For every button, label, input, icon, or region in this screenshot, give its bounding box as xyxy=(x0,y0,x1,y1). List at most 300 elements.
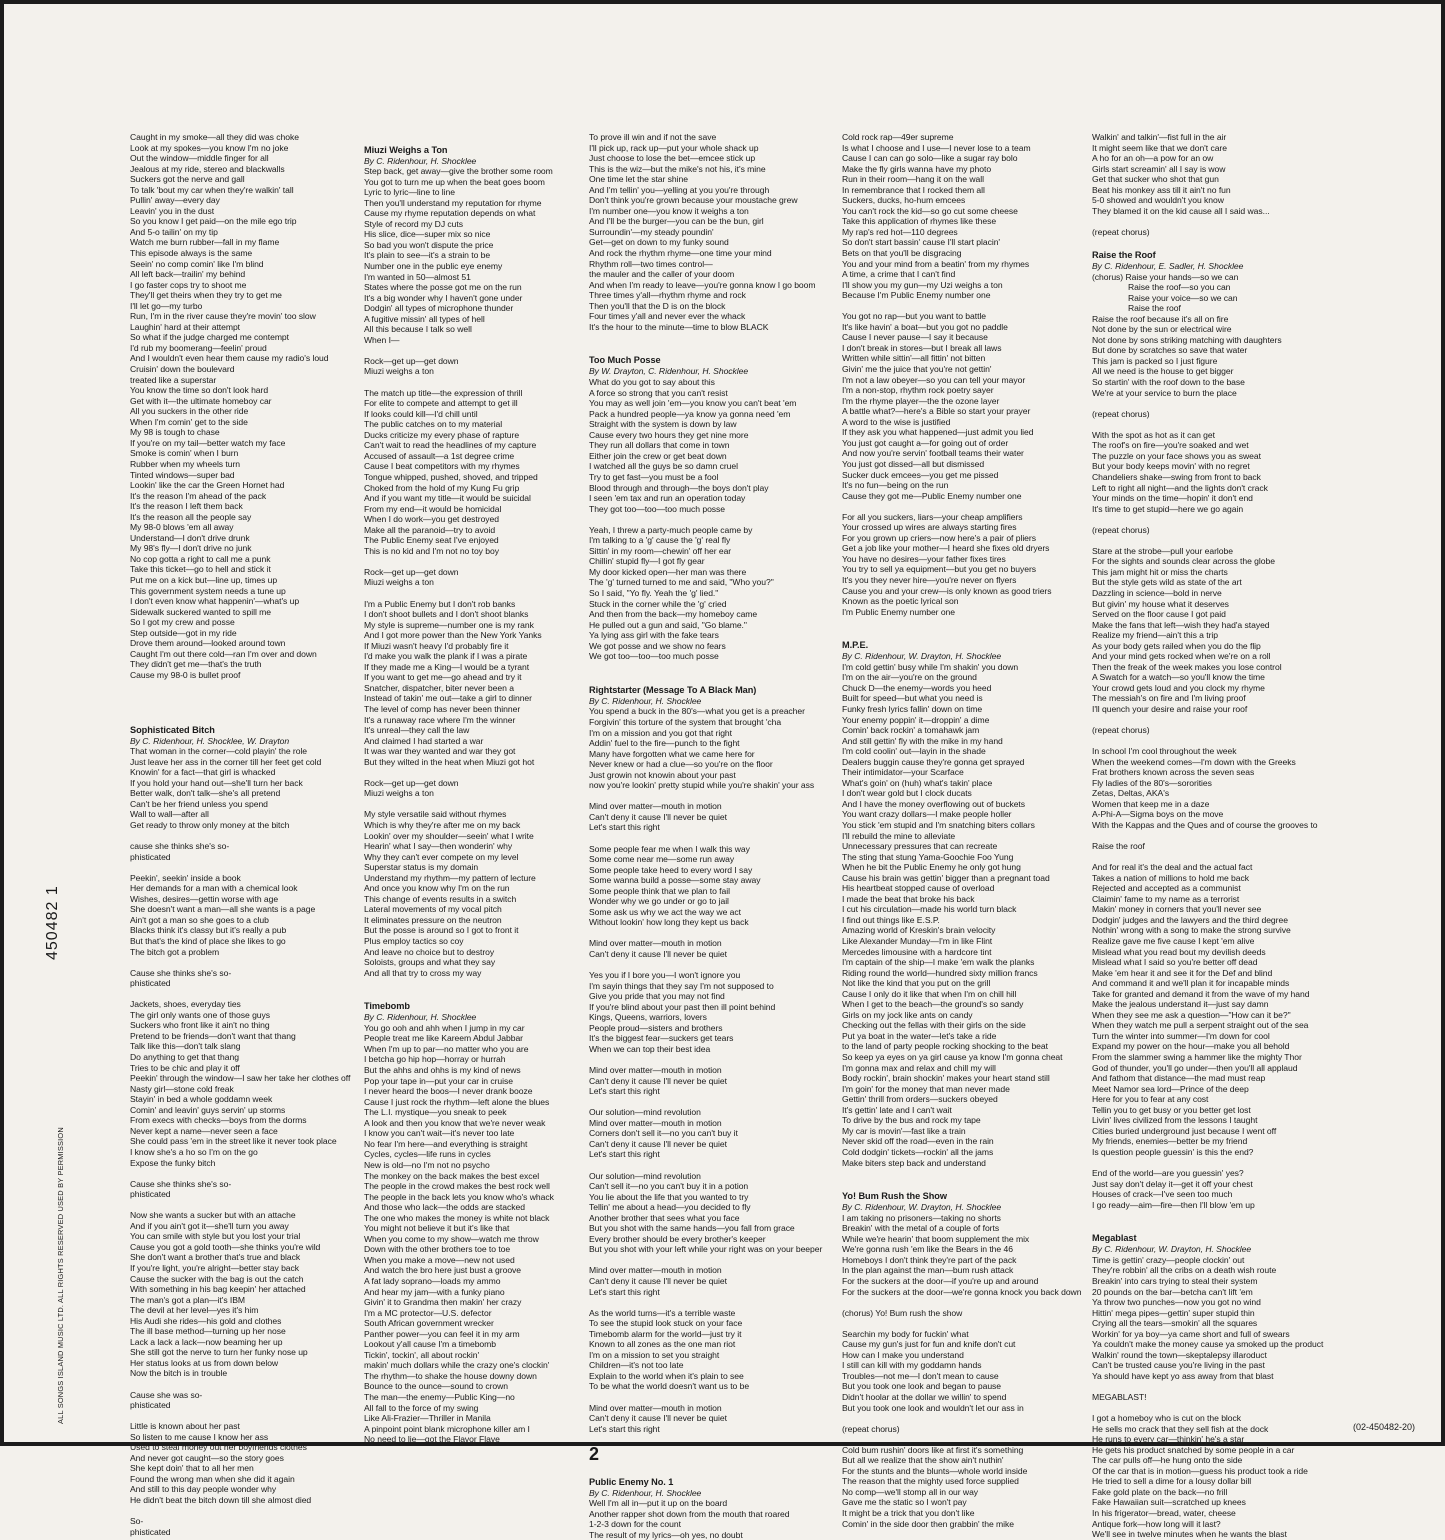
song-credit: By C. Ridenhour, H. Shocklee, W. Drayton xyxy=(130,735,290,746)
song-credit: By C. Ridenhour, H. Shocklee xyxy=(589,1487,702,1498)
lyric-line: Cause I never pause—I say it because xyxy=(842,332,988,343)
lyric-line: Make the jealous understand it—just say damn xyxy=(1092,999,1269,1010)
lyric-line: I'm captain of the ship—I make 'em walk the planks xyxy=(842,957,1035,968)
spacer xyxy=(130,862,378,873)
song-credit: By C. Ridenhour, H. Shocklee xyxy=(364,155,477,166)
lyric-line: You spend a buck in the 80's—what you get is a preacher xyxy=(589,706,805,717)
spacer xyxy=(130,1200,378,1211)
spacer xyxy=(589,1297,837,1308)
lyric-line: No need to lie—got the Flavor Flave xyxy=(364,1434,500,1445)
lyric-line: A word to the wise is justified xyxy=(842,416,951,427)
lyric-line: Of the car that is in motion—guess his product took a ride xyxy=(1092,1465,1308,1476)
lyric-line: From my end—it would be homicidal xyxy=(364,503,502,514)
lyric-line: When I— xyxy=(364,334,400,345)
spacer xyxy=(842,1297,1090,1308)
lyric-line: And command it and we'll plan it for incapable minds xyxy=(1092,978,1290,989)
lyric-line: Kings, Queens, warriors, lovers xyxy=(589,1012,707,1023)
lyric-line: Expose the funky bitch xyxy=(130,1157,216,1168)
lyric-line: Mind over matter—mouth in motion xyxy=(589,938,722,949)
lyric-line: Blacks think it's classy but it's really a pub xyxy=(130,925,287,936)
spacer xyxy=(130,680,378,691)
lyric-line: Cause the sucker with the bag is out the catch xyxy=(130,1273,304,1284)
lyric-line: A Swatch for a watch—so you'll know the time xyxy=(1092,672,1265,683)
spacer xyxy=(842,301,1090,312)
lyric-line: You lie about the life that you wanted to try xyxy=(589,1191,749,1202)
lyric-line: The puzzle on your face shows you as sweat xyxy=(1092,450,1261,461)
lyric-line: We got posse and we show no fears xyxy=(589,640,726,651)
lyric-line: If they ask you what happened—just admit you lied xyxy=(842,427,1034,438)
lyric-line: Some people think that we plan to fail xyxy=(589,885,730,896)
lyric-line: I'm not a law obeyer—so you can tell your mayor xyxy=(842,374,1026,385)
lyric-line: I'm cold gettin' busy while I'm shakin' you down xyxy=(842,661,1019,672)
lyric-line: So keep ya eyes on ya girl cause ya know I'm gonna cheat xyxy=(842,1052,1063,1063)
lyric-line: The man—the enemy—Public King—no xyxy=(364,1391,515,1402)
spacer xyxy=(130,1168,378,1179)
lyric-line: When he bit the Public Enemy he only got hung xyxy=(842,862,1021,873)
lyric-line: Accused of assault—a 1st degree crime xyxy=(364,450,515,461)
lyric-line: But the style gets wild as state of the art xyxy=(1092,577,1242,588)
lyric-line: Better walk, don't talk—she's all pretend xyxy=(130,788,281,799)
lyric-line: To be what the world doesn't want us to be xyxy=(589,1381,750,1392)
lyric-line: Pretend to be friends—don't want that thang xyxy=(130,1030,296,1041)
spacer xyxy=(1092,216,1340,227)
lyric-line: I'm wanted in 50—almost 51 xyxy=(364,271,471,282)
lyric-line: All we need is the house to get bigger xyxy=(1092,366,1234,377)
lyric-line: South African government wrecker xyxy=(364,1318,494,1329)
lyric-line: Jackets, shoes, everyday ties xyxy=(130,999,241,1010)
song-title: Rightstarter (Message To A Black Man) xyxy=(589,684,757,695)
lyric-line: And for real it's the deal and the actual fact xyxy=(1092,862,1253,873)
spacer xyxy=(364,588,612,599)
lyric-line: Children—it's not too late xyxy=(589,1360,684,1371)
spacer xyxy=(364,345,612,356)
lyric-line: It's the hour to the minute—time to blow BLACK xyxy=(589,321,769,332)
lyric-line: Put me on a kick but—line up, times up xyxy=(130,574,278,585)
lyric-line: makin' much dollars while the crazy one's clockin' xyxy=(364,1360,550,1371)
lyric-line: And now you're servin' football teams their water xyxy=(842,448,1024,459)
lyric-line: For the suckers at the door—if you're up and around xyxy=(842,1275,1039,1286)
lyric-line: I'm a Public Enemy but I don't rob banks xyxy=(364,598,516,609)
lyric-line: phisticated xyxy=(130,1526,171,1537)
spacer xyxy=(1092,736,1340,747)
lyric-line: Lookin' like the car the Green Hornet had xyxy=(130,480,285,491)
lyric-line: I know you can't wait—it's never too late xyxy=(364,1128,515,1139)
lyric-line: Their intimidator—your Scarface xyxy=(842,767,964,778)
lyric-line: Tickin', tockin', all about rockin' xyxy=(364,1349,480,1360)
lyric-line: They're robbin' all the cribs on a death wish route xyxy=(1092,1265,1277,1276)
spacer xyxy=(589,343,837,354)
lyric-line: My style versatile said without rhymes xyxy=(364,809,507,820)
song-title: Too Much Posse xyxy=(589,355,661,366)
lyric-line: I go ready—aim—fire—then I'll blow 'em up xyxy=(1092,1199,1255,1210)
lyric-line: It's like havin' a boat—but you got no paddle xyxy=(842,321,1008,332)
lyric-line: Our solution—mind revolution xyxy=(589,1170,701,1181)
lyric-line: Now she wants a sucker but with an attache xyxy=(130,1210,296,1221)
lyric-line: Get that sucker who shot that gun xyxy=(1092,174,1219,185)
lyric-line: Try to get fast—you must be a fool xyxy=(589,471,719,482)
lyric-line: If looks could kill—I'd chill until xyxy=(364,408,478,419)
lyric-line: When they see me ask a question—"How can it be?" xyxy=(1092,1009,1291,1020)
lyric-line: One time let the star shine xyxy=(589,174,688,185)
lyric-line: Miuzi weighs a ton xyxy=(364,788,434,799)
lyric-line: Stayin' in bed a whole goddamn week xyxy=(130,1094,273,1105)
lyric-line: Make the fly girls wanna have my photo xyxy=(842,163,992,174)
lyric-line: (repeat chorus) xyxy=(842,1423,900,1434)
lyric-line: The bitch got a problem xyxy=(130,946,220,957)
lyric-line: And still gettin' fly with the mike in my hand xyxy=(842,735,1003,746)
lyric-line: Time is gettin' crazy—people clockin' out xyxy=(1092,1254,1245,1265)
lyric-line: Jealous at my ride, stereo and blackwalls xyxy=(130,163,285,174)
lyric-line: I betcha go hip hop—horray or hurrah xyxy=(364,1054,506,1065)
lyric-line: This change of events results in a switch xyxy=(364,893,517,904)
lyric-line: Breakin' with the metal of a couple of forts xyxy=(842,1223,1000,1234)
lyric-line: Forgivin' this torture of the system that brought 'cha xyxy=(589,716,782,727)
lyric-line: Yeah, I threw a party-much people came by xyxy=(589,524,753,535)
lyric-line: (repeat chorus) xyxy=(1092,408,1150,419)
lyric-line: But you took one look and began to pause xyxy=(842,1381,1002,1392)
lyric-line: And never got caught—so the story goes xyxy=(130,1452,284,1463)
lyric-line: Make the fans that left—wish they had'a stayed xyxy=(1092,619,1270,630)
lyric-line: Served on the floor cause I got paid xyxy=(1092,609,1226,620)
lyric-line: You and your mind from a beatin' from my rhymes xyxy=(842,258,1030,269)
lyric-line: This is no kid and I'm not no toy boy xyxy=(364,545,499,556)
song-title: M.P.E. xyxy=(842,640,869,651)
spacer xyxy=(364,377,612,388)
lyric-line: I cut his circulation—made his world turn black xyxy=(842,904,1017,915)
lyric-line: And when I'm ready to leave—you're gonna know I go boom xyxy=(589,279,816,290)
lyric-line: Mercedes limousine with a hardcore tint xyxy=(842,946,992,957)
lyric-line: If you want to get me—go ahead and try it xyxy=(364,672,522,683)
spacer xyxy=(589,1434,837,1445)
lyric-line: I'll pick up, rack up—put your whole shack up xyxy=(589,142,759,153)
lyric-line: The roof's on fire—you're soaked and wet xyxy=(1092,440,1249,451)
lyric-line: Cause you and your crew—is only known as good triers xyxy=(842,585,1052,596)
song-credit: By C. Ridenhour, H. Shocklee xyxy=(589,695,702,706)
lyric-line: To prove ill win and if not the save xyxy=(589,132,717,142)
lyric-line: Homeboys I don't think they're part of the pack xyxy=(842,1254,1017,1265)
lyric-line: They run all dollars that come in town xyxy=(589,440,730,451)
lyric-line: Ya lying ass girl with the fake tears xyxy=(589,630,719,641)
lyric-line: Pullin' away—every day xyxy=(130,195,220,206)
lyric-line: Your crowd gets loud and you clock my rhyme xyxy=(1092,682,1265,693)
lyric-line: Your minds on the time—hopin' it don't end xyxy=(1092,493,1253,504)
lyric-line: And fathom that distance—the mad must reap xyxy=(1092,1073,1266,1084)
lyric-line: When the weekend comes—I'm down with the Greeks xyxy=(1092,756,1296,767)
lyric-line: He tried to sell a dime for a lousy dollar bill xyxy=(1092,1476,1252,1487)
lyric-line: Meet Namor sea lord—Prince of the deep xyxy=(1092,1083,1249,1094)
lyric-line: Expand my power on the hour—make you all behold xyxy=(1092,1041,1290,1052)
lyric-line: So I got my crew and posse xyxy=(130,617,235,628)
lyric-line: Our solution—mind revolution xyxy=(589,1107,701,1118)
lyric-line: She don't want a brother that's true and black xyxy=(130,1252,301,1263)
lyric-line: Because I'm Public Enemy number one xyxy=(842,290,991,301)
lyric-line: Cause you got a gold tooth—she thinks you're wild xyxy=(130,1241,321,1252)
lyric-line: Mislead what you read bout my devilish deeds xyxy=(1092,946,1266,957)
lyric-line: We're at your service to burn the place xyxy=(1092,387,1237,398)
lyric-line: 20 pounds on the bar—betcha can't lift 'em xyxy=(1092,1286,1253,1297)
lyric-line: Givin' it to Grandma then makin' her crazy xyxy=(364,1297,522,1308)
lyric-line: I still can kill with my goddamn hands xyxy=(842,1360,982,1371)
side-catalog-code: 450482 1 xyxy=(44,885,61,960)
lyric-line: For the stunts and the blunts—whole world inside xyxy=(842,1465,1028,1476)
lyric-line: Get a job like your mother—I heard she fixes old dryers xyxy=(842,543,1050,554)
lyric-line: But done by scratches so save that water xyxy=(1092,345,1248,356)
lyric-line: You stick 'em stupid and I'm snatching biters collars xyxy=(842,820,1035,830)
spacer xyxy=(842,1434,1090,1445)
lyric-line: Can't deny it cause I'll never be quiet xyxy=(589,1075,727,1086)
lyric-line: So bad you won't dispute the price xyxy=(364,239,494,250)
lyric-line: Nothin' wrong with a song to make the strong survive xyxy=(1092,925,1291,936)
lyric-line: Found the wrong man when she did it again xyxy=(130,1473,295,1484)
lyric-line: Wonder why we go under or go to jail xyxy=(589,896,729,907)
lyric-line: Bounce to the ounce—sound to crown xyxy=(364,1381,509,1392)
lyric-line: The rhythm—to shake the house downy down xyxy=(364,1370,537,1381)
lyric-line: He gets his product snatched by some people in a car xyxy=(1092,1444,1295,1455)
lyric-line: Blood through and through—the boys don't play xyxy=(589,482,769,493)
lyric-line: Let's start this right xyxy=(589,1149,660,1160)
lyric-line: Some come near me—some run away xyxy=(589,854,735,865)
lyric-line: You got no rap—but you want to battle xyxy=(842,311,987,322)
spacer xyxy=(364,767,612,778)
lyric-line: I go faster cops try to shoot me xyxy=(130,279,247,290)
lyric-line: Raise the roof—so you can xyxy=(1128,282,1231,293)
lyric-line: I know she's a ho so I'm on the go xyxy=(130,1146,258,1157)
lyric-line: So you know I get paid—on the mile ego trip xyxy=(130,216,297,227)
lyric-line: Get with it—the ultimate homeboy car xyxy=(130,395,272,406)
lyric-line: But your body keeps movin' with no regret xyxy=(1092,461,1250,472)
lyric-line: So startin' with the roof down to the base xyxy=(1092,377,1245,388)
lyric-line: Zetas, Deltas, AKA's xyxy=(1092,788,1170,799)
lyric-line: If you're on my tail—better watch my face xyxy=(130,437,286,448)
lyric-line: the mauler and the caller of your doom xyxy=(589,269,735,280)
lyric-line: I don't shoot bullets and I don't shoot blanks xyxy=(364,609,529,620)
lyric-line: Wall to wall—after all xyxy=(130,809,209,820)
lyric-line: I'll show you my gun—my Uzi weighs a ton xyxy=(842,279,1003,290)
song-title: Sophisticated Bitch xyxy=(130,724,215,735)
lyric-line: Down with the other brothers toe to toe xyxy=(364,1244,511,1255)
lyric-line: Superstar status is my domain xyxy=(364,862,479,873)
lyric-line: Known as the poetic lyrical son xyxy=(842,596,959,607)
lyric-line: Miuzi weighs a ton xyxy=(364,366,434,377)
lyric-line: Cause my rhyme reputation depends on what xyxy=(364,208,536,219)
lyric-line: How can I make you understand xyxy=(842,1349,964,1360)
lyric-line: From execs with checks—boys from the dorms xyxy=(130,1115,307,1126)
lyric-line: Pop your tape in—put your car in cruise xyxy=(364,1075,513,1086)
lyric-line: The result of my lyrics—oh yes, no doubt xyxy=(589,1529,743,1540)
lyric-line: Funky fresh lyrics fallin' down on time xyxy=(842,703,983,714)
lyric-line: A battle what?—here's a Bible so start your prayer xyxy=(842,406,1031,417)
lyric-line: With the spot as hot as it can get xyxy=(1092,429,1215,440)
lyric-line: Get—get on down to my funky sound xyxy=(589,237,729,248)
lyric-line: I'd rub my boomerang—feelin' proud xyxy=(130,342,267,353)
lyric-line: Surroundin'—my steady poundin' xyxy=(589,226,714,237)
spacer xyxy=(130,831,378,842)
lyric-line: cause she thinks she's so- xyxy=(130,841,230,852)
lyric-line: And I wouldn't even hear them cause my radio's loud xyxy=(130,353,329,364)
lyric-line: The car pulls off—he hung onto the side xyxy=(1092,1455,1243,1466)
lyric-line: And then from the back—my homeboy came xyxy=(589,609,758,620)
song-credit: By C. Ridenhour, W. Drayton, H. Shocklee xyxy=(842,1202,1002,1213)
song-title: Yo! Bum Rush the Show xyxy=(842,1191,947,1202)
lyric-line: Cause I can can go solo—like a sugar ray bolo xyxy=(842,153,1018,164)
lyric-line: It's plain to see—it's a strain to be xyxy=(364,250,491,261)
lyric-line: So what if the judge charged me contempt xyxy=(130,332,289,343)
lyric-line: What do you got to say about this xyxy=(589,377,715,388)
lyric-line: His Audi she rides—his gold and clothes xyxy=(130,1315,282,1326)
lyric-line: You go ooh and ahh when I jump in my car xyxy=(364,1022,525,1033)
lyric-line: I don't wear gold but I clock ducats xyxy=(842,788,972,799)
lyric-line: Gave me the static so I won't pay xyxy=(842,1497,967,1508)
lyric-line: I'm talking to a 'g' cause the 'g' real fly xyxy=(589,535,731,546)
lyric-line: Let's start this right xyxy=(589,1423,660,1434)
lyric-line: It's a big wonder why I haven't gone under xyxy=(364,292,523,303)
lyric-line: Gettin' thrill from orders—suckers obeyed xyxy=(842,1094,998,1105)
lyric-line: It's unreal—they call the law xyxy=(364,725,470,736)
lyric-line: I made the beat that broke his back xyxy=(842,893,975,904)
lyric-line: Sittin' in my room—chewin' off her ear xyxy=(589,545,732,556)
lyric-line: Suckers, ducks, ho-hum emcees xyxy=(842,195,966,206)
side-number: 2 xyxy=(589,1443,599,1464)
lyric-line: Cause she was so- xyxy=(130,1389,203,1400)
lyric-line: (repeat chorus) xyxy=(1092,524,1150,535)
spacer xyxy=(1092,514,1340,525)
lyric-line: I'm on a mission to set you straight xyxy=(589,1349,720,1360)
lyric-line: Many have forgotten what we came here for xyxy=(589,748,755,759)
lyric-line: The match up title—the expression of thrill xyxy=(364,387,523,398)
lyric-line: The messiah's on fire and I'm living proof xyxy=(1092,693,1246,704)
spacer xyxy=(1092,1221,1340,1232)
lyric-line: Laughin' hard at their attempt xyxy=(130,321,241,332)
lyric-line: And still to this day people wonder why xyxy=(130,1484,277,1495)
lyric-line: Hittin' mega pipes—gettin' super stupid thin xyxy=(1092,1307,1255,1318)
lyric-line: And those who lack—the odds are stacked xyxy=(364,1202,525,1213)
lyric-line: Mislead what I said so you're better off dead xyxy=(1092,957,1258,968)
lyric-line: My 98 is tough to chase xyxy=(130,427,220,438)
lyric-line: Then you'll that the D is on the block xyxy=(589,300,726,311)
lyric-line: You can't rock the kid—so go cut some cheese xyxy=(842,205,1018,216)
lyric-line: Addin' fuel to the fire—punch to the fight xyxy=(589,738,740,749)
spacer xyxy=(589,960,837,971)
lyric-line: It's a runaway race where I'm the winner xyxy=(364,714,516,725)
lyric-line: Put ya boat in the water—let's take a ride xyxy=(842,1030,997,1041)
lyric-line: In his frigerator—bread, water, cheese xyxy=(1092,1508,1236,1518)
spacer xyxy=(1092,419,1340,430)
lyric-line: The girl only wants one of those guys xyxy=(130,1009,271,1020)
lyric-line: Can't wait to read the headlines of my capture xyxy=(364,440,537,451)
lyric-line: It eliminates pressure on the neutron xyxy=(364,914,502,925)
spacer xyxy=(130,1506,378,1517)
lyric-line: But you took one look and wouldn't let our ass in xyxy=(842,1402,1024,1413)
lyric-line: I'm gonna max and relax and chill my will xyxy=(842,1062,996,1073)
spacer xyxy=(589,514,837,525)
lyric-line: This government system needs a tune up xyxy=(130,585,286,596)
lyric-line: She still got the nerve to turn her funky nose up xyxy=(130,1347,308,1358)
lyric-line: Cause she thinks she's so- xyxy=(130,1178,232,1189)
lyric-line: Known to all zones as the one man riot xyxy=(589,1339,736,1350)
song-credit: By C. Ridenhour, H. Shocklee xyxy=(364,1012,477,1023)
lyric-line: And if you ain't got it—she'll turn you away xyxy=(130,1220,289,1231)
lyric-line: To drive by the bus and rock my tape xyxy=(842,1115,981,1126)
lyric-line: Plus employ tactics so coy xyxy=(364,936,464,947)
spacer xyxy=(589,672,837,683)
lyric-line: Ducks criticize my every phase of rapture xyxy=(364,429,520,440)
spacer xyxy=(842,501,1090,512)
lyric-line: I'm the rhyme player—the the ozone layer xyxy=(842,395,1000,406)
lyric-line: Girls start screamin' all I say is wow xyxy=(1092,163,1226,174)
lyric-line: And leave no choice but to destroy xyxy=(364,946,495,957)
lyric-line: Explain to the world when it's plain to see xyxy=(589,1370,744,1381)
lyric-line: When they watch me pull a serpent straight out of the sea xyxy=(1092,1020,1309,1031)
lyric-line: And I have the money overflowing out of buckets xyxy=(842,798,1026,809)
lyric-line: I'll rebuild the mine to alleviate xyxy=(842,830,956,841)
lyric-line: Comin' and leavin' guys servin' up storms xyxy=(130,1104,286,1115)
lyric-line: Cause she thinks she's so- xyxy=(130,967,232,978)
lyric-line: Frat brothers known across the seven seas xyxy=(1092,767,1255,778)
lyric-line: My 98-0 blows 'em all away xyxy=(130,522,234,533)
lyric-line: And hear my jam—with a funky piano xyxy=(364,1286,505,1297)
lyric-line: Look at my spokes—you know I'm no joke xyxy=(130,142,289,153)
lyric-line: Cold bum rushin' doors like at first it's something xyxy=(842,1444,1024,1455)
lyric-line: States where the posse got me on the run xyxy=(364,282,522,293)
lyric-line: The ill base method—turning up her nose xyxy=(130,1326,286,1337)
spacer xyxy=(364,556,612,567)
lyric-line: phisticated xyxy=(130,978,171,989)
lyric-line: Can't be trusted cause you're living in the past xyxy=(1092,1360,1265,1371)
lyric-line: Chuck D—the enemy—words you heed xyxy=(842,682,992,693)
lyric-line: Just say don't delay it—get it off your chest xyxy=(1092,1178,1253,1189)
lyric-line: Ya throw two punches—now you got no wind xyxy=(1092,1297,1261,1308)
lyric-line: Chandeliers shake—swing from front to back xyxy=(1092,471,1261,482)
lyric-line: Antique fork—how long will it last? xyxy=(1092,1518,1221,1529)
lyric-line: My style is supreme—number one is my rank xyxy=(364,619,534,630)
lyric-line: That woman in the corner—cold playin' the role xyxy=(130,746,308,757)
lyric-line: Take this ticket—go to hell and stick it xyxy=(130,564,271,575)
lyric-line: His heartbeat stopped cause of overload xyxy=(842,883,995,894)
lyric-line: 1-2-3 down for the count xyxy=(589,1519,681,1530)
spacer xyxy=(842,617,1090,628)
lyric-line: My rap's red hot—110 degrees xyxy=(842,226,958,237)
lyric-line: Pack a hundred people—ya know ya gonna need 'em xyxy=(589,408,791,419)
lyric-line: Cause I beat competitors with my rhymes xyxy=(364,461,520,472)
lyric-line: Caught in my smoke—all they did was choke xyxy=(130,132,299,142)
lyric-line: I seen 'em tax and run an operation today xyxy=(589,493,746,504)
lyric-line: Mind over matter—mouth in motion xyxy=(589,1065,722,1076)
lyric-line: Let's start this right xyxy=(589,822,660,833)
lyric-line: The sting that stung Yama-Goochie Foo Yung xyxy=(842,851,1014,862)
lyric-line: Her demands for a man with a chemical look xyxy=(130,883,298,894)
lyric-line: Fake Hawaiian suit—scratched up knees xyxy=(1092,1497,1246,1508)
lyric-line: And rock the rhythm rhyme—one time your mind xyxy=(589,248,772,259)
lyric-line: Rock—get up—get down xyxy=(364,355,459,366)
lyric-line: Cycles, cycles—life runs in cycles xyxy=(364,1149,491,1160)
lyric-line: Which is why they're after me on my back xyxy=(364,820,521,830)
lyric-line: They blamed it on the kid cause all I said was... xyxy=(1092,205,1270,216)
lyric-line: They'll get theirs when they try to get me xyxy=(130,290,282,301)
lyric-line: For the suckers at the door—we're gonna knock you back down xyxy=(842,1286,1082,1297)
lyric-line: I'm a MC protector—U.S. defector xyxy=(364,1307,492,1318)
lyric-line: Lateral movements of my vocal pitch xyxy=(364,904,502,915)
spacer xyxy=(589,1255,837,1266)
lyric-line: When I'm up to par—no matter who you are xyxy=(364,1043,529,1054)
lyric-line: The 'g' turned turned to me and said, "Who you?" xyxy=(589,577,774,588)
lyric-line: But they wilted in the heat when Miuzi got hot xyxy=(364,756,535,767)
lyric-line: I'm goin' for the money that man never made xyxy=(842,1083,1010,1094)
lyric-line: Rubber when my wheels turn xyxy=(130,458,240,469)
lyric-line: When you make a move—new not used xyxy=(364,1254,515,1265)
lyric-line: Then the freak of the week makes you lose control xyxy=(1092,661,1282,672)
song-credit: By W. Drayton, C. Ridenhour, H. Shocklee xyxy=(589,366,749,377)
lyric-line: Comin' back rockin' a tomahawk jam xyxy=(842,725,980,736)
